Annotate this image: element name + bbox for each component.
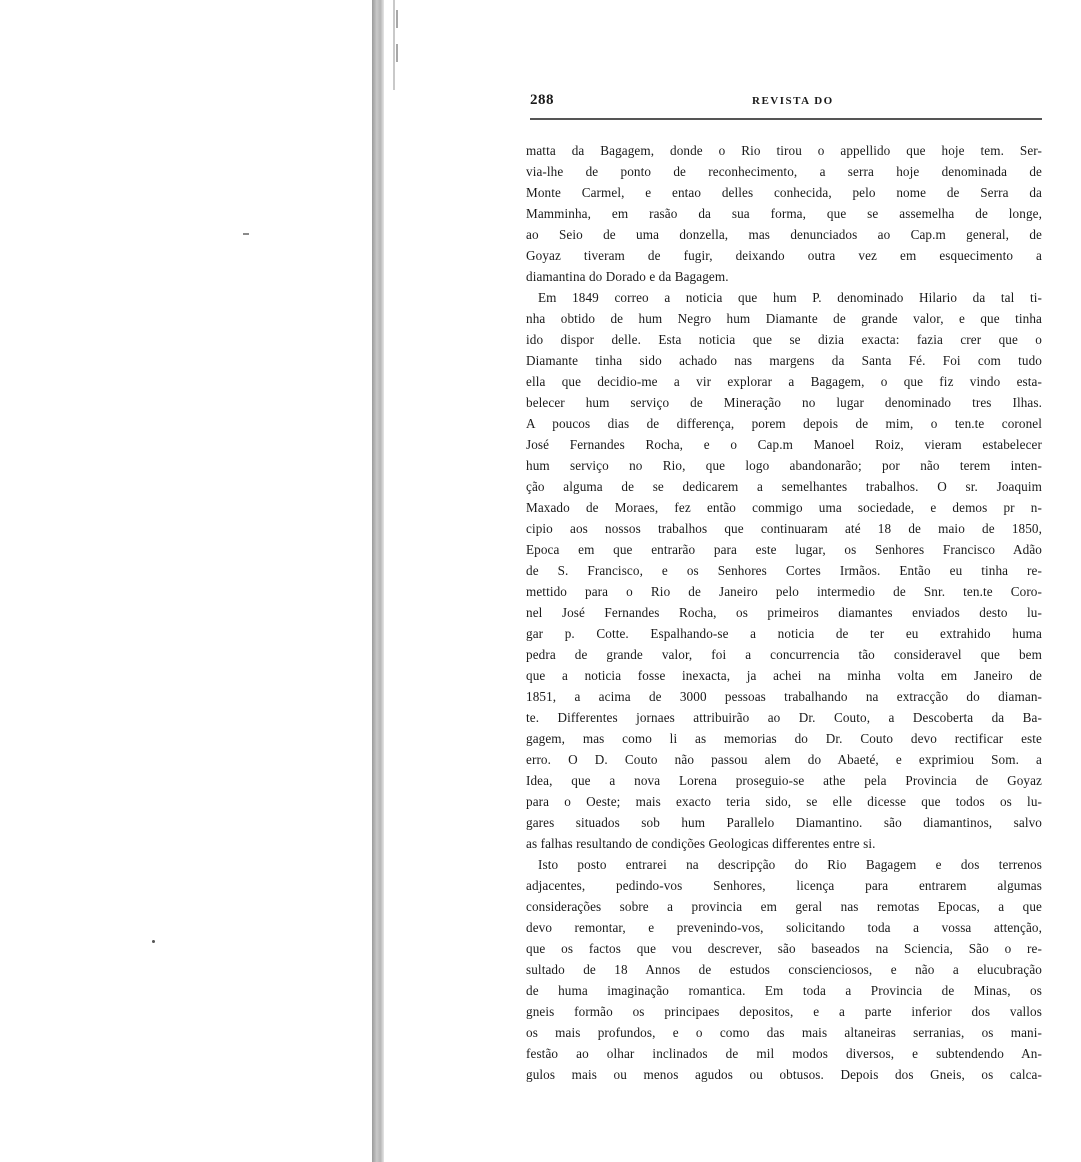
text-line: belecer hum serviço de Mineração no lugar denominado tres Ilhas.	[526, 395, 1042, 410]
scan-speck	[243, 233, 249, 235]
text-line: cipio aos nossos trabalhos que continuaram até 18 de maio de 1850,	[526, 521, 1042, 536]
text-line: 1851, a acima de 3000 pessoas trabalhando na extracção do diaman-	[526, 689, 1042, 704]
book-gutter-shadow	[372, 0, 384, 1162]
text-line: mettido para o Rio de Janeiro pelo intermedio de Snr. ten.te Coro-	[526, 584, 1042, 599]
text-line: Epoca em que entrarão para este lugar, os Senhores Francisco Adão	[526, 542, 1042, 557]
text-line: te. Differentes jornaes attribuirão ao Dr. Couto, a Descoberta da Ba-	[526, 710, 1042, 725]
text-line: festão ao olhar inclinados de mil modos diversos, e subtendendo An-	[526, 1046, 1042, 1061]
page-number: 288	[530, 92, 554, 108]
text-line: José Fernandes Rocha, e o Cap.m Manoel Roiz, vieram estabelecer	[526, 437, 1042, 452]
text-line: ao Seio de uma donzella, mas denunciados ao Cap.m general, de	[526, 227, 1042, 242]
text-line: gar p. Cotte. Espalhando-se a noticia de ter eu extrahido huma	[526, 626, 1042, 641]
text-line: nha obtido de hum Negro hum Diamante de grande valor, e que tinha	[526, 311, 1042, 326]
text-line: que os factos que vou descrever, são baseados na Sciencia, São o re-	[526, 941, 1042, 956]
text-line: Maxado de Moraes, fez então commigo uma sociedade, e demos pr n-	[526, 500, 1042, 515]
header-rule	[530, 118, 1042, 120]
gutter-edge-line	[393, 0, 395, 90]
text-line: as falhas resultando de condições Geologicas differentes entre si.	[526, 836, 876, 851]
text-line: gneis formão os principaes depositos, e a parte inferior dos vallos	[526, 1004, 1042, 1019]
text-line: Em 1849 correo a noticia que hum P. denominado Hilario da tal ti-	[538, 290, 1042, 305]
text-line: Goyaz tiveram de fugir, deixando outra vez em esquecimento a	[526, 248, 1042, 263]
running-head: REVISTA DO	[752, 95, 834, 107]
text-line: diamantina do Dorado e da Bagagem.	[526, 269, 729, 284]
text-line: gulos mais ou menos agudos ou obtusos. Depois dos Gneis, os calca-	[526, 1067, 1042, 1082]
text-line: gares situados sob hum Parallelo Diamantino. são diamantinos, salvo	[526, 815, 1042, 830]
text-line: via-lhe de ponto de reconhecimento, a serra hoje denominada de	[526, 164, 1042, 179]
text-line: Diamante tinha sido achado nas margens da Santa Fé. Foi com tudo	[526, 353, 1042, 368]
text-line: ção alguma de se dedicarem a semelhantes trabalhos. O sr. Joaquim	[526, 479, 1042, 494]
text-line: erro. O D. Couto não passou alem do Abaeté, e exprimiou Som. a	[526, 752, 1042, 767]
text-line: A poucos dias de differença, porem depois de mim, o ten.te coronel	[526, 416, 1042, 431]
text-line: considerações sobre a provincia em geral nas remotas Epocas, a que	[526, 899, 1042, 914]
scan-dot	[152, 940, 155, 943]
text-line: os mais profundos, e o como das mais altaneiras serranias, os mani-	[526, 1025, 1042, 1040]
text-line: nel José Fernandes Rocha, os primeiros diamantes enviados desto lu-	[526, 605, 1042, 620]
text-line: ella que decidio-me a vir explorar a Bagagem, o que fiz vindo esta-	[526, 374, 1042, 389]
text-line: que a noticia fosse inexacta, ja achei na minha volta em Janeiro de	[526, 668, 1042, 683]
text-line: hum serviço no Rio, que logo abandonarão; por não terem inten-	[526, 458, 1042, 473]
text-line: adjacentes, pedindo-vos Senhores, licença para entrarem algumas	[526, 878, 1042, 893]
text-line: matta da Bagagem, donde o Rio tirou o appellido que hoje tem. Ser-	[526, 143, 1042, 158]
text-line: Idea, que a nova Lorena proseguio-se athe pela Provincia de Goyaz	[526, 773, 1042, 788]
body-text	[526, 140, 1042, 1085]
text-line: Mamminha, em rasão da sua forma, que se assemelha de longe,	[526, 206, 1042, 221]
page-header	[530, 92, 1042, 112]
text-line: para o Oeste; mais exacto teria sido, se elle dicesse que todos os lu-	[526, 794, 1042, 809]
text-line: sultado de 18 Annos de estudos conscienciosos, e não a elucubração	[526, 962, 1042, 977]
text-line: pedra de grande valor, foi a concurrencia tão consideravel que bem	[526, 647, 1042, 662]
text-line: devo remontar, e prevenindo-vos, solicitando toda a vossa attenção,	[526, 920, 1042, 935]
gutter-mark	[396, 10, 398, 28]
text-line: de huma imaginação romantica. Em toda a Provincia de Minas, os	[526, 983, 1042, 998]
text-line: Isto posto entrarei na descripção do Rio Bagagem e dos terrenos	[538, 857, 1042, 872]
text-line: gagem, mas como li as memorias do Dr. Couto devo rectificar este	[526, 731, 1042, 746]
text-line: Monte Carmel, e entao delles conhecida, pelo nome de Serra da	[526, 185, 1042, 200]
text-line: ido dispor delle. Esta noticia que se dizia exacta: fazia crer que o	[526, 332, 1042, 347]
gutter-mark	[396, 44, 398, 62]
text-line: de S. Francisco, e os Senhores Cortes Irmãos. Então eu tinha re-	[526, 563, 1042, 578]
